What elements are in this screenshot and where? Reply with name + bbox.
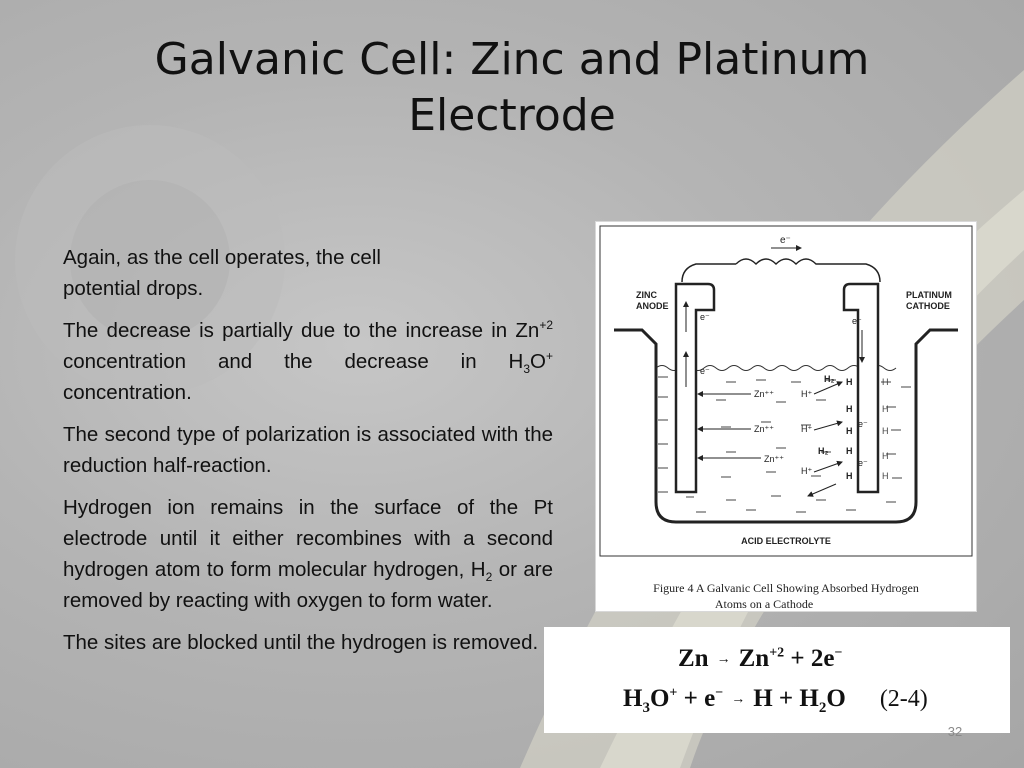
platinum-label-2: CATHODE xyxy=(906,301,950,311)
zinc-ion-1: Zn⁺⁺ xyxy=(754,389,775,399)
zinc-ion-2: Zn⁺⁺ xyxy=(754,424,775,434)
electron-flow-label: e⁻ xyxy=(780,235,791,246)
eq2-electron-charge: − xyxy=(715,685,724,701)
p2-text-a: The decrease is partially due to the increase in Zn xyxy=(63,319,540,342)
cathode-electron-1: e⁻ xyxy=(852,316,862,326)
eq1-arrow: → xyxy=(716,652,731,667)
cathode-electron-3: e⁻ xyxy=(858,458,868,468)
body-text xyxy=(63,242,553,669)
paragraph-5: The sites are blocked until the hydrogen is removed. xyxy=(63,631,539,654)
figure-caption-1: Figure 4 A Galvanic Cell Showing Absorbed Hydrogen xyxy=(653,581,919,595)
zinc-label-1: ZINC xyxy=(636,290,657,300)
figure-caption-2: Atoms on a Cathode xyxy=(714,597,814,611)
p4-sub: 2 xyxy=(485,570,493,585)
h-atom-2: H xyxy=(846,404,853,414)
equation-1 xyxy=(678,645,843,673)
equations-box xyxy=(544,627,1010,733)
galvanic-cell-figure xyxy=(595,221,977,612)
paragraph-1: Again, as the cell operates, the cell potential drops. xyxy=(63,246,381,300)
hydrogen-molecule-1: H₂ xyxy=(824,374,835,384)
p2-sub: 3 xyxy=(523,362,531,377)
page-number: 32 xyxy=(947,724,963,739)
paragraph-2 xyxy=(63,315,553,408)
eq1-zn-ion: Zn xyxy=(738,645,770,672)
electrolyte-label: ACID ELECTROLYTE xyxy=(741,536,831,546)
h-right-3: H xyxy=(882,426,889,436)
h-right-2: H xyxy=(882,404,889,414)
anode-electron-2: e⁻ xyxy=(700,366,710,376)
hydrogen-ion-1: H⁺ xyxy=(801,389,813,399)
paragraph-3: The second type of polarization is associated with the reduction half-reaction. xyxy=(63,423,553,477)
eq2-charge: + xyxy=(669,685,678,701)
eq2-water-o: O xyxy=(826,685,846,712)
h-right-5: H xyxy=(882,471,889,481)
hydrogen-ion-3: H⁺ xyxy=(801,466,813,476)
p4-text-a: Hydrogen ion remains in the surface of the Pt electrode until it either recombines with a second hydrogen atom to form molecular hydrogen, H xyxy=(63,496,553,581)
eq2-o: O xyxy=(649,685,670,712)
anode-electron-1: e⁻ xyxy=(700,312,710,322)
slide-title xyxy=(60,32,964,144)
h-right-4: H xyxy=(882,451,889,461)
eq2-arrow: → xyxy=(731,692,746,707)
equation-2 xyxy=(623,685,928,716)
platinum-label-1: PLATINUM xyxy=(906,290,952,300)
h-atom-4: H xyxy=(846,446,853,456)
hydrogen-molecule-2: H₂ xyxy=(818,446,829,456)
p4-text-b: or are removed by reacting with oxygen to form water. xyxy=(63,558,553,612)
eq2-number: (2-4) xyxy=(879,686,928,712)
eq1-zn: Zn xyxy=(678,645,709,672)
h-atom-3: H xyxy=(846,426,853,436)
eq2-products: H + H xyxy=(753,685,819,712)
eq1-electron-charge: − xyxy=(834,645,843,661)
paragraph-4 xyxy=(63,492,553,616)
eq1-zn-charge: +2 xyxy=(769,645,785,661)
cathode-electron-2: e⁻ xyxy=(858,419,868,429)
eq2-h: H xyxy=(623,685,643,712)
p2-text-c: O xyxy=(530,350,546,373)
eq2-electron: + e xyxy=(683,685,716,712)
hydrogen-ion-2: H⁺ xyxy=(801,424,813,434)
h-atom-1: H xyxy=(846,377,853,387)
cell-diagram xyxy=(596,222,976,611)
p2-text-d: concentration. xyxy=(63,381,192,404)
h-right-1: H xyxy=(882,377,889,387)
eq1-electrons: + 2e xyxy=(790,645,835,672)
p2-sup-1: +2 xyxy=(539,318,553,333)
title-line-2: Electrode xyxy=(408,90,616,141)
p2-sup-2: + xyxy=(545,349,553,364)
h-atom-5: H xyxy=(846,471,853,481)
title-line-1: Galvanic Cell: Zinc and Platinum xyxy=(154,34,870,85)
eq2-h-sub: 3 xyxy=(642,700,650,716)
eq2-water-sub: 2 xyxy=(818,700,827,716)
p2-text-b: concentration and the decrease in H xyxy=(63,350,524,373)
zinc-label-2: ANODE xyxy=(636,301,669,311)
zinc-ion-3: Zn⁺⁺ xyxy=(764,454,785,464)
